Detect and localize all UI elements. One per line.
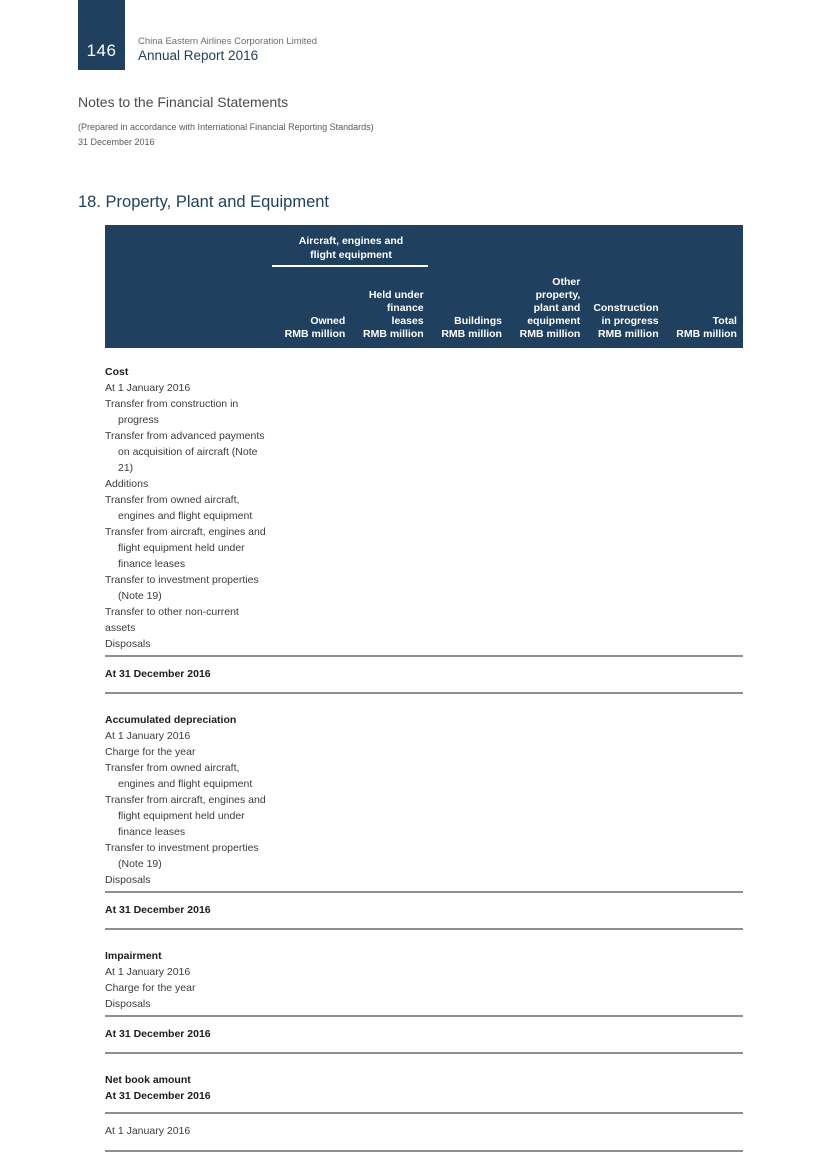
row-value: 477: [719, 966, 737, 978]
table-row: [105, 396, 743, 428]
row-label-line: Transfer from aircraft, engines and: [105, 526, 266, 538]
column-header: [351, 289, 429, 341]
row-value: –: [574, 590, 581, 602]
row-value: 97,064: [391, 668, 424, 680]
row-value: (2,995): [703, 874, 737, 886]
row-value: 1,771: [632, 382, 659, 394]
row-value: –: [652, 826, 659, 838]
row-value: (264): [555, 638, 581, 650]
table-row: [105, 604, 743, 636]
row-value: (7,245): [390, 558, 424, 570]
row-value: –: [574, 826, 581, 838]
row-value: –: [574, 778, 581, 790]
table-gap: [105, 694, 743, 712]
table-gap: [105, 930, 743, 948]
row-label: [105, 604, 273, 636]
row-value: 29: [333, 982, 346, 994]
row-value: 7,398: [397, 510, 424, 522]
row-value: 2,266: [475, 730, 502, 742]
column-header-line: Construction: [593, 302, 659, 314]
table-row: [105, 744, 743, 760]
row-label-line: Transfer to investment properties: [105, 574, 259, 586]
column-header-line: Held under: [368, 289, 424, 301]
row-label-line: Transfer from owned aircraft,: [105, 494, 240, 506]
row-value: 62,015: [704, 904, 737, 916]
row-label-line: Cost: [105, 366, 129, 378]
row-value: –: [731, 558, 737, 570]
row-value: 80,402: [313, 382, 346, 394]
row-value: –: [417, 998, 424, 1010]
row-value: 2,450: [475, 904, 502, 916]
row-value: 273: [484, 746, 502, 758]
row-value: (20): [483, 858, 502, 870]
row-value: –: [417, 414, 424, 426]
row-label-line: At 31 December 2016: [105, 1090, 211, 1102]
column-header: [665, 315, 743, 341]
row-value: –: [652, 858, 659, 870]
row-value: 16,029: [704, 478, 737, 490]
row-value: 16,590: [704, 462, 737, 474]
table-section-row: [105, 364, 743, 380]
column-header-line: RMB million: [362, 328, 424, 340]
row-value: –: [652, 462, 659, 474]
row-value: 7,486: [554, 382, 581, 394]
row-value: 12,236: [313, 462, 346, 474]
row-value: 77,174: [391, 1090, 424, 1102]
row-value: 7,245: [319, 558, 346, 570]
row-value: 99,653: [313, 668, 346, 680]
row-label: [105, 364, 273, 380]
column-header: [430, 315, 508, 341]
row-value: (61): [718, 998, 737, 1010]
row-label-line: finance leases: [118, 558, 186, 570]
row-value: 5: [496, 478, 502, 490]
row-value: (7,398): [312, 510, 346, 522]
row-label-line: finance leases: [118, 826, 186, 838]
row-value: –: [417, 622, 424, 634]
column-header: [586, 302, 664, 341]
row-value: –: [417, 858, 424, 870]
row-value: 474: [484, 414, 502, 426]
row-value: –: [496, 998, 502, 1010]
row-value: (61): [326, 998, 346, 1010]
row-label: [105, 380, 273, 396]
row-value: –: [339, 622, 346, 634]
row-value: –: [652, 590, 659, 602]
row-label-line: Transfer from aircraft, engines and: [105, 794, 266, 806]
row-value: (3,671): [703, 638, 737, 650]
table-row: [105, 980, 743, 996]
table-row: [105, 492, 743, 524]
row-label-line: engines and flight equipment: [118, 778, 253, 790]
row-label: [105, 524, 273, 572]
row-value: (802): [634, 414, 659, 426]
row-label-line: Transfer from advanced payments: [105, 430, 265, 442]
statement-date: 31 December 2016: [78, 137, 155, 147]
table-rule: [105, 1150, 743, 1152]
row-value: 29: [725, 982, 737, 994]
row-value: 5,874: [475, 1090, 502, 1102]
row-label-line: Transfer from owned aircraft,: [105, 762, 240, 774]
table-header: [105, 225, 743, 348]
row-value: (90): [483, 638, 502, 650]
row-value: –: [652, 982, 659, 994]
table-row: [105, 996, 743, 1012]
table-row: [105, 572, 743, 604]
row-value: –: [652, 1028, 659, 1040]
row-label: [105, 666, 273, 682]
property-plant-equipment-table: [105, 225, 743, 1152]
row-value: –: [652, 638, 659, 650]
row-value: 108: [406, 1028, 424, 1040]
row-label-line: Charge for the year: [105, 982, 196, 994]
row-value: 8,201: [554, 668, 581, 680]
row-label-line: Transfer from construction in: [105, 398, 239, 410]
row-value: (2,243): [312, 638, 346, 650]
row-value: (58): [718, 590, 737, 602]
row-value: –: [496, 462, 502, 474]
row-label: [105, 396, 273, 428]
row-label-line: Impairment: [105, 950, 162, 962]
row-value: –: [652, 778, 659, 790]
table-body: [105, 352, 743, 1152]
row-value: –: [574, 998, 581, 1010]
page-number: 146: [86, 41, 117, 60]
row-value: 4,697: [554, 730, 581, 742]
column-headers: [273, 276, 743, 341]
row-label-line: At 31 December 2016: [105, 1028, 211, 1040]
row-value: 186,798: [699, 382, 737, 394]
column-header-line: RMB million: [519, 328, 581, 340]
row-label: [105, 840, 273, 872]
row-label-line: At 31 December 2016: [105, 904, 211, 916]
row-value: (352): [320, 778, 346, 790]
column-header-line: Owned: [310, 315, 346, 327]
row-label: [105, 948, 273, 964]
row-value: 362: [327, 966, 346, 978]
table-row: [105, 657, 743, 689]
group-header-line: Aircraft, engines and: [298, 235, 404, 247]
row-label: [105, 1088, 273, 1104]
row-value: –: [574, 462, 581, 474]
row-value: –: [652, 874, 659, 886]
row-label: [105, 636, 273, 652]
row-value: 17,921: [391, 730, 424, 742]
row-label-line: Net book amount: [105, 1074, 191, 1086]
table-section-row: [105, 1072, 743, 1088]
row-value: –: [496, 778, 502, 790]
table-section-row: [105, 948, 743, 964]
row-value: 133,242: [699, 1125, 737, 1137]
row-value: –: [652, 746, 659, 758]
row-label-line: progress: [118, 414, 159, 426]
row-value: –: [339, 590, 346, 602]
row-value: (69): [483, 874, 502, 886]
row-value: –: [574, 510, 581, 522]
table-row: [105, 760, 743, 792]
row-label-line: Transfer to investment properties: [105, 842, 259, 854]
row-value: 5,563: [397, 746, 424, 758]
row-value: –: [731, 826, 737, 838]
row-value: 2,398: [632, 1090, 659, 1102]
row-value: 328: [562, 414, 581, 426]
row-value: 64,739: [313, 1090, 346, 1102]
row-label-line: At 1 January 2016: [105, 382, 191, 394]
row-label-line: Charge for the year: [105, 746, 196, 758]
row-value: –: [417, 590, 424, 602]
row-value: 330: [327, 1028, 346, 1040]
row-value: 352: [406, 778, 424, 790]
row-label: [105, 902, 273, 918]
row-label: [105, 1123, 273, 1139]
row-value: 5,561: [319, 746, 346, 758]
row-value: –: [417, 982, 424, 994]
row-label: [105, 980, 273, 996]
column-header-line: Buildings: [454, 315, 502, 327]
column-header-line: RMB million: [597, 328, 659, 340]
row-value: 19,782: [391, 904, 424, 916]
row-label-line: (Note 19): [118, 858, 162, 870]
table-row: [105, 1114, 743, 1147]
column-header: [273, 315, 351, 341]
row-label-line: At 1 January 2016: [105, 730, 191, 742]
row-value: –: [496, 826, 502, 838]
row-label: [105, 1026, 273, 1042]
row-value: –: [574, 858, 581, 870]
preparation-note: (Prepared in accordance with International Financial Reporting Standards): [78, 122, 374, 132]
row-value: –: [652, 966, 659, 978]
row-value: (1,016): [390, 874, 424, 886]
row-value: –: [731, 778, 737, 790]
row-value: –: [652, 558, 659, 570]
row-label-line: Accumulated depreciation: [105, 714, 237, 726]
table-row: [105, 792, 743, 840]
row-value: –: [574, 558, 581, 570]
row-value: 651: [562, 478, 581, 490]
row-label-line: on acquisition of aircraft (Note 21): [118, 446, 258, 474]
row-label: [105, 996, 273, 1012]
table-section-row: [105, 712, 743, 728]
row-value: 4,485: [397, 478, 424, 490]
column-header-line: RMB million: [676, 328, 737, 340]
table-row: [105, 728, 743, 744]
row-value: (1,858): [312, 874, 346, 886]
column-header-line: Total: [712, 315, 737, 327]
row-value: –: [652, 730, 659, 742]
row-label: [105, 760, 273, 792]
row-value: 7: [574, 1028, 581, 1040]
table-row: [105, 380, 743, 396]
row-label-line: flight equipment held under: [118, 810, 245, 822]
page-number-box: [78, 0, 125, 70]
row-label-line: Transfer to other non-current assets: [105, 606, 239, 634]
row-value: (20): [718, 858, 737, 870]
row-value: (58): [483, 590, 502, 602]
row-label: [105, 712, 273, 728]
row-label: [105, 572, 273, 604]
row-value: (48): [639, 622, 659, 634]
group-header-aircraft: [273, 234, 429, 262]
row-value: –: [574, 982, 581, 994]
row-value: –: [574, 622, 581, 634]
row-value: –: [652, 998, 659, 1010]
row-value: 3,038: [319, 826, 346, 838]
row-value: 8,324: [475, 668, 502, 680]
row-value: –: [731, 510, 737, 522]
table-row: [105, 636, 743, 652]
table-row: [105, 476, 743, 492]
row-label-line: Additions: [105, 478, 149, 490]
row-value: 1,477: [632, 478, 659, 490]
row-value: –: [496, 1028, 502, 1040]
row-value: 4,354: [397, 462, 424, 474]
column-header: [508, 276, 586, 341]
row-label: [105, 872, 273, 888]
row-value: 7: [574, 966, 581, 978]
row-value: 2,995: [554, 1090, 581, 1102]
row-value: 89,146: [391, 382, 424, 394]
row-value: 5,199: [554, 904, 581, 916]
table-row: [105, 1088, 743, 1109]
row-value: (52): [561, 874, 581, 886]
row-value: –: [339, 414, 346, 426]
row-value: 28,195: [313, 730, 346, 742]
row-value: (1,074): [390, 638, 424, 650]
row-value: 445: [719, 1028, 737, 1040]
group-header-line: flight equipment: [310, 249, 392, 261]
column-header-line: plant and: [533, 302, 581, 314]
row-label-line: Disposals: [105, 998, 151, 1010]
row-label-line: flight equipment held under: [118, 542, 245, 554]
row-label: [105, 728, 273, 744]
table-row: [105, 840, 743, 872]
report-title: Annual Report 2016: [138, 48, 259, 63]
notes-heading: Notes to the Financial Statements: [78, 94, 289, 110]
row-value: –: [652, 904, 659, 916]
column-header-line: in progress: [601, 315, 659, 327]
row-label-line: engines and flight equipment: [118, 510, 253, 522]
group-header-underline: [272, 265, 428, 267]
column-header-line: finance: [386, 302, 424, 314]
row-value: (48): [718, 622, 737, 634]
column-header-line: property,: [535, 289, 581, 301]
row-value: –: [731, 414, 737, 426]
row-value: (3,038): [390, 826, 424, 838]
row-value: 51,845: [313, 1125, 346, 1137]
row-label-line: At 1 January 2016: [105, 966, 191, 978]
table-row: [105, 964, 743, 980]
row-value: 1,771: [632, 1125, 659, 1137]
row-value: 215,640: [699, 668, 737, 680]
row-value: 2,398: [632, 668, 659, 680]
column-header-line: Other: [552, 276, 581, 288]
table-gap: [105, 1054, 743, 1072]
row-label-line: (Note 19): [118, 590, 162, 602]
column-header-line: equipment: [527, 315, 581, 327]
row-value: –: [652, 510, 659, 522]
row-label-line: Disposals: [105, 874, 151, 886]
row-value: 2,782: [554, 1125, 581, 1137]
table-row: [105, 428, 743, 476]
row-label: [105, 428, 273, 476]
row-value: 53,079: [704, 730, 737, 742]
row-label-line: At 1 January 2016: [105, 1125, 191, 1137]
row-value: –: [339, 858, 346, 870]
row-label: [105, 476, 273, 492]
company-name: China Eastern Airlines Corporation Limited: [138, 36, 318, 47]
table-row: [105, 893, 743, 925]
table-row: [105, 872, 743, 888]
table-row: [105, 1017, 743, 1049]
row-value: –: [496, 966, 502, 978]
row-value: 71,117: [392, 1125, 424, 1137]
row-value: 34,584: [313, 904, 346, 916]
row-value: 153,180: [699, 1090, 737, 1102]
row-value: 554: [562, 746, 581, 758]
row-value: 9,411: [319, 478, 346, 490]
row-value: –: [496, 558, 502, 570]
row-value: –: [496, 622, 502, 634]
column-header-line: leases: [391, 315, 424, 327]
row-value: –: [496, 510, 502, 522]
row-label: [105, 1072, 273, 1088]
row-value: 5,727: [475, 1125, 502, 1137]
row-label: [105, 744, 273, 760]
row-value: 7,993: [475, 382, 502, 394]
row-value: –: [496, 982, 502, 994]
row-label: [105, 492, 273, 524]
row-label: [105, 792, 273, 840]
row-label: [105, 964, 273, 980]
row-value: 11,951: [705, 746, 737, 758]
row-label-line: At 31 December 2016: [105, 668, 211, 680]
column-header-line: RMB million: [284, 328, 346, 340]
table-row: [105, 524, 743, 572]
row-value: 108: [406, 966, 424, 978]
note-title: 18. Property, Plant and Equipment: [78, 193, 330, 211]
row-label-line: Disposals: [105, 638, 151, 650]
column-header-line: RMB million: [441, 328, 502, 340]
